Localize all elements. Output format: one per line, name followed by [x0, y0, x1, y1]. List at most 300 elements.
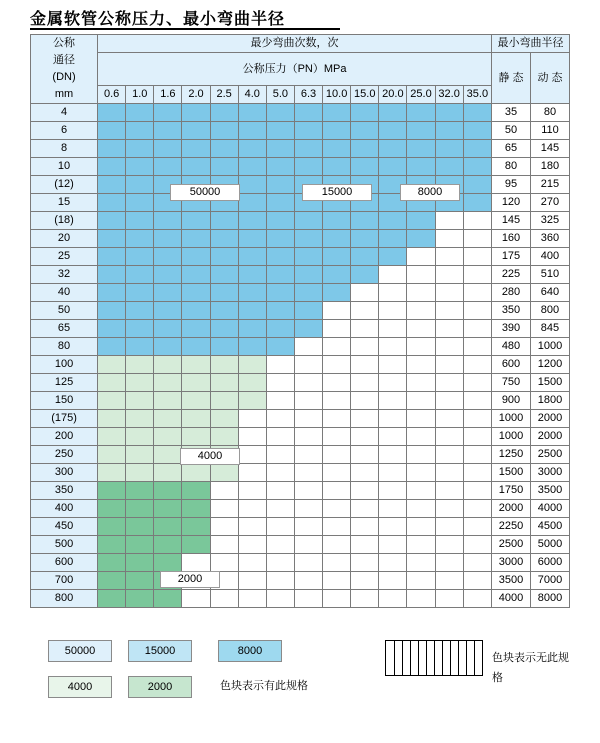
cell-matrix [435, 500, 463, 518]
cell-matrix [154, 266, 182, 284]
cell-matrix [463, 518, 491, 536]
cell-matrix [266, 428, 294, 446]
header-pressure-col-5: 4.0 [238, 86, 266, 104]
overlay-value-label: 50000 [170, 184, 240, 201]
cell-matrix [407, 590, 435, 608]
cell-matrix [463, 392, 491, 410]
cell-radius-dynamic: 1200 [530, 356, 569, 374]
cell-matrix [266, 338, 294, 356]
cell-matrix [210, 212, 238, 230]
cell-matrix [266, 320, 294, 338]
cell-matrix [98, 464, 126, 482]
cell-dn: 65 [31, 320, 98, 338]
cell-radius-dynamic: 510 [530, 266, 569, 284]
cell-matrix [435, 248, 463, 266]
cell-radius-dynamic: 800 [530, 302, 569, 320]
cell-dn: 32 [31, 266, 98, 284]
cell-matrix [238, 104, 266, 122]
cell-matrix [154, 536, 182, 554]
cell-matrix [294, 320, 322, 338]
cell-matrix [238, 338, 266, 356]
table-head [31, 35, 570, 104]
cell-matrix [98, 212, 126, 230]
legend-grid-swatch [385, 640, 483, 676]
cell-matrix [351, 248, 379, 266]
cell-matrix [126, 320, 154, 338]
cell-matrix [210, 158, 238, 176]
cell-matrix [323, 302, 351, 320]
cell-matrix [379, 374, 407, 392]
cell-matrix [182, 158, 210, 176]
cell-radius-static: 50 [492, 122, 531, 140]
cell-radius-static: 600 [492, 356, 531, 374]
cell-matrix [323, 320, 351, 338]
cell-matrix [98, 554, 126, 572]
cell-radius-static: 390 [492, 320, 531, 338]
cell-matrix [294, 428, 322, 446]
cell-matrix [379, 446, 407, 464]
cell-matrix [182, 266, 210, 284]
cell-matrix [463, 248, 491, 266]
cell-matrix [407, 248, 435, 266]
cell-matrix [407, 428, 435, 446]
cell-matrix [463, 338, 491, 356]
cell-matrix [154, 500, 182, 518]
cell-dn: (18) [31, 212, 98, 230]
cell-matrix [323, 482, 351, 500]
cell-matrix [210, 536, 238, 554]
cell-matrix [351, 410, 379, 428]
header-radius-static: 静 态 [492, 53, 531, 104]
cell-matrix [266, 500, 294, 518]
cell-matrix [294, 464, 322, 482]
cell-matrix [238, 446, 266, 464]
cell-matrix [238, 158, 266, 176]
cell-matrix [98, 176, 126, 194]
cell-matrix [463, 140, 491, 158]
cell-matrix [407, 158, 435, 176]
cell-matrix [351, 320, 379, 338]
cell-matrix [210, 356, 238, 374]
cell-matrix [294, 518, 322, 536]
cell-matrix [266, 464, 294, 482]
cell-matrix [238, 176, 266, 194]
cell-matrix [351, 446, 379, 464]
cell-matrix [435, 320, 463, 338]
cell-radius-static: 2000 [492, 500, 531, 518]
table-row [31, 122, 570, 140]
cell-matrix [126, 374, 154, 392]
cell-matrix [463, 230, 491, 248]
cell-matrix [323, 464, 351, 482]
cell-matrix [351, 464, 379, 482]
cell-matrix [379, 572, 407, 590]
cell-matrix [323, 554, 351, 572]
cell-matrix [266, 572, 294, 590]
page-title: 金属软管公称压力、最小弯曲半径 [30, 11, 286, 28]
cell-matrix [266, 446, 294, 464]
cell-matrix [351, 356, 379, 374]
cell-matrix [407, 410, 435, 428]
header-bend-radius: 最小弯曲半径 [492, 35, 570, 53]
table-row [31, 140, 570, 158]
cell-matrix [379, 320, 407, 338]
cell-matrix [126, 392, 154, 410]
cell-radius-static: 350 [492, 302, 531, 320]
cell-matrix [351, 284, 379, 302]
cell-matrix [294, 140, 322, 158]
cell-matrix [351, 374, 379, 392]
cell-matrix [266, 518, 294, 536]
cell-matrix [407, 320, 435, 338]
cell-radius-static: 160 [492, 230, 531, 248]
cell-radius-dynamic: 5000 [530, 536, 569, 554]
cell-matrix [294, 554, 322, 572]
cell-matrix [407, 212, 435, 230]
cell-matrix [323, 572, 351, 590]
cell-matrix [210, 410, 238, 428]
cell-matrix [379, 500, 407, 518]
cell-matrix [294, 122, 322, 140]
cell-matrix [294, 374, 322, 392]
cell-matrix [351, 266, 379, 284]
cell-matrix [154, 590, 182, 608]
cell-radius-static: 65 [492, 140, 531, 158]
cell-matrix [98, 392, 126, 410]
cell-matrix [435, 230, 463, 248]
cell-matrix [463, 536, 491, 554]
cell-matrix [126, 500, 154, 518]
cell-matrix [210, 392, 238, 410]
cell-matrix [238, 284, 266, 302]
cell-matrix [238, 554, 266, 572]
cell-matrix [126, 482, 154, 500]
cell-matrix [294, 356, 322, 374]
cell-matrix [463, 122, 491, 140]
table-body [31, 104, 570, 608]
cell-matrix [238, 518, 266, 536]
cell-matrix [182, 212, 210, 230]
cell-matrix [210, 266, 238, 284]
legend-swatch: 15000 [128, 640, 192, 662]
cell-matrix [210, 428, 238, 446]
cell-matrix [435, 428, 463, 446]
cell-matrix [435, 338, 463, 356]
cell-matrix [182, 338, 210, 356]
header-row-1 [31, 35, 570, 53]
cell-matrix [463, 554, 491, 572]
header-dn-line3: (DN) [52, 71, 76, 83]
cell-matrix [266, 104, 294, 122]
cell-dn: 125 [31, 374, 98, 392]
cell-dn: 50 [31, 302, 98, 320]
cell-matrix [294, 590, 322, 608]
cell-matrix [351, 518, 379, 536]
cell-matrix [210, 302, 238, 320]
cell-matrix [210, 248, 238, 266]
cell-matrix [435, 392, 463, 410]
cell-matrix [182, 518, 210, 536]
header-dn-line2: 通径 [53, 54, 76, 66]
cell-matrix [435, 140, 463, 158]
cell-matrix [407, 518, 435, 536]
cell-matrix [323, 284, 351, 302]
table-row [31, 302, 570, 320]
cell-matrix [463, 374, 491, 392]
cell-matrix [238, 572, 266, 590]
cell-matrix [379, 338, 407, 356]
cell-radius-dynamic: 3000 [530, 464, 569, 482]
cell-matrix [351, 122, 379, 140]
cell-radius-static: 1250 [492, 446, 531, 464]
cell-matrix [351, 428, 379, 446]
cell-matrix [294, 536, 322, 554]
table-row [31, 158, 570, 176]
table-row [31, 500, 570, 518]
cell-matrix [294, 392, 322, 410]
cell-matrix [379, 248, 407, 266]
cell-matrix [266, 590, 294, 608]
cell-radius-dynamic: 110 [530, 122, 569, 140]
cell-matrix [154, 158, 182, 176]
cell-matrix [463, 410, 491, 428]
spec-table-container [30, 34, 570, 608]
header-pressure-col-10: 20.0 [379, 86, 407, 104]
cell-dn: 40 [31, 284, 98, 302]
cell-matrix [266, 374, 294, 392]
cell-matrix [238, 320, 266, 338]
cell-radius-static: 280 [492, 284, 531, 302]
cell-matrix [266, 212, 294, 230]
cell-matrix [182, 230, 210, 248]
cell-matrix [351, 392, 379, 410]
cell-matrix [210, 122, 238, 140]
cell-matrix [126, 230, 154, 248]
cell-matrix [294, 212, 322, 230]
cell-matrix [407, 482, 435, 500]
cell-matrix [210, 230, 238, 248]
cell-matrix [238, 392, 266, 410]
cell-matrix [182, 302, 210, 320]
table-row [31, 320, 570, 338]
cell-matrix [182, 410, 210, 428]
cell-matrix [379, 122, 407, 140]
table-row [31, 194, 570, 212]
cell-matrix [351, 158, 379, 176]
cell-radius-dynamic: 145 [530, 140, 569, 158]
cell-matrix [379, 158, 407, 176]
cell-dn: 25 [31, 248, 98, 266]
cell-matrix [98, 302, 126, 320]
table-row [31, 284, 570, 302]
header-pressure-col-2: 1.6 [154, 86, 182, 104]
cell-matrix [407, 554, 435, 572]
cell-radius-dynamic: 1000 [530, 338, 569, 356]
table-row [31, 464, 570, 482]
cell-matrix [294, 266, 322, 284]
cell-matrix [379, 518, 407, 536]
header-pressure-col-0: 0.6 [98, 86, 126, 104]
cell-matrix [463, 446, 491, 464]
cell-dn: 80 [31, 338, 98, 356]
cell-matrix [154, 338, 182, 356]
cell-matrix [435, 536, 463, 554]
cell-matrix [379, 284, 407, 302]
cell-matrix [238, 536, 266, 554]
cell-matrix [435, 554, 463, 572]
cell-matrix [379, 482, 407, 500]
cell-matrix [154, 140, 182, 158]
cell-radius-static: 2250 [492, 518, 531, 536]
cell-radius-static: 35 [492, 104, 531, 122]
cell-radius-dynamic: 270 [530, 194, 569, 212]
cell-matrix [407, 374, 435, 392]
table-row [31, 428, 570, 446]
cell-radius-dynamic: 2500 [530, 446, 569, 464]
cell-matrix [294, 410, 322, 428]
cell-matrix [351, 482, 379, 500]
cell-matrix [154, 320, 182, 338]
cell-matrix [407, 122, 435, 140]
cell-radius-static: 2500 [492, 536, 531, 554]
cell-matrix [351, 536, 379, 554]
cell-matrix [351, 104, 379, 122]
cell-matrix [154, 410, 182, 428]
cell-matrix [463, 158, 491, 176]
cell-matrix [266, 158, 294, 176]
legend-swatch: 8000 [218, 640, 282, 662]
table-row [31, 230, 570, 248]
cell-matrix [210, 104, 238, 122]
cell-matrix [407, 446, 435, 464]
cell-matrix [182, 464, 210, 482]
cell-matrix [379, 230, 407, 248]
cell-matrix [323, 590, 351, 608]
overlay-value-label: 2000 [160, 571, 220, 588]
cell-matrix [126, 266, 154, 284]
cell-matrix [407, 266, 435, 284]
cell-matrix [126, 410, 154, 428]
cell-dn: (175) [31, 410, 98, 428]
cell-matrix [238, 212, 266, 230]
cell-radius-static: 175 [492, 248, 531, 266]
header-row-2 [31, 53, 570, 86]
cell-matrix [407, 302, 435, 320]
cell-matrix [407, 572, 435, 590]
cell-matrix [182, 104, 210, 122]
cell-matrix [463, 356, 491, 374]
table-row [31, 518, 570, 536]
cell-matrix [98, 500, 126, 518]
cell-matrix [379, 464, 407, 482]
cell-matrix [98, 266, 126, 284]
cell-matrix [463, 284, 491, 302]
cell-radius-dynamic: 180 [530, 158, 569, 176]
cell-matrix [351, 302, 379, 320]
header-pressure-col-4: 2.5 [210, 86, 238, 104]
cell-matrix [98, 482, 126, 500]
overlay-value-label: 4000 [180, 448, 240, 465]
cell-radius-dynamic: 2000 [530, 428, 569, 446]
cell-matrix [266, 122, 294, 140]
cell-matrix [126, 554, 154, 572]
cell-matrix [238, 122, 266, 140]
cell-matrix [294, 248, 322, 266]
cell-matrix [323, 392, 351, 410]
legend-note-unavailable: 色块表示无此规格 [492, 652, 569, 684]
cell-dn: 4 [31, 104, 98, 122]
cell-matrix [435, 356, 463, 374]
cell-matrix [323, 140, 351, 158]
cell-matrix [210, 374, 238, 392]
cell-matrix [154, 104, 182, 122]
cell-matrix [182, 590, 210, 608]
cell-matrix [182, 482, 210, 500]
header-row-3 [31, 86, 570, 104]
header-bend-count: 最少弯曲次数，次 [98, 35, 492, 53]
cell-matrix [463, 500, 491, 518]
cell-matrix [435, 266, 463, 284]
cell-matrix [210, 140, 238, 158]
cell-matrix [238, 464, 266, 482]
cell-matrix [294, 158, 322, 176]
cell-matrix [463, 104, 491, 122]
cell-matrix [266, 410, 294, 428]
cell-dn: 200 [31, 428, 98, 446]
cell-matrix [126, 464, 154, 482]
cell-matrix [266, 230, 294, 248]
cell-matrix [379, 536, 407, 554]
cell-radius-dynamic: 80 [530, 104, 569, 122]
cell-matrix [182, 122, 210, 140]
cell-matrix [126, 338, 154, 356]
cell-matrix [323, 428, 351, 446]
cell-radius-dynamic: 2000 [530, 410, 569, 428]
cell-matrix [407, 536, 435, 554]
table-row [31, 554, 570, 572]
table-row [31, 266, 570, 284]
cell-dn: 150 [31, 392, 98, 410]
legend-swatch: 4000 [48, 676, 112, 698]
cell-radius-static: 3500 [492, 572, 531, 590]
cell-matrix [98, 356, 126, 374]
cell-matrix [154, 464, 182, 482]
table-row [31, 590, 570, 608]
cell-matrix [435, 284, 463, 302]
cell-radius-static: 4000 [492, 590, 531, 608]
cell-matrix [351, 212, 379, 230]
cell-dn: 15 [31, 194, 98, 212]
cell-matrix [154, 122, 182, 140]
cell-dn: 20 [31, 230, 98, 248]
header-pressure-col-3: 2.0 [182, 86, 210, 104]
header-dn-line4: mm [54, 88, 74, 100]
cell-matrix [463, 176, 491, 194]
cell-matrix [463, 302, 491, 320]
cell-radius-dynamic: 845 [530, 320, 569, 338]
cell-matrix [294, 302, 322, 320]
cell-matrix [266, 248, 294, 266]
cell-matrix [407, 464, 435, 482]
cell-matrix [323, 158, 351, 176]
cell-matrix [210, 590, 238, 608]
cell-matrix [294, 500, 322, 518]
cell-matrix [182, 284, 210, 302]
cell-matrix [238, 140, 266, 158]
cell-radius-static: 900 [492, 392, 531, 410]
cell-matrix [435, 158, 463, 176]
cell-matrix [154, 302, 182, 320]
